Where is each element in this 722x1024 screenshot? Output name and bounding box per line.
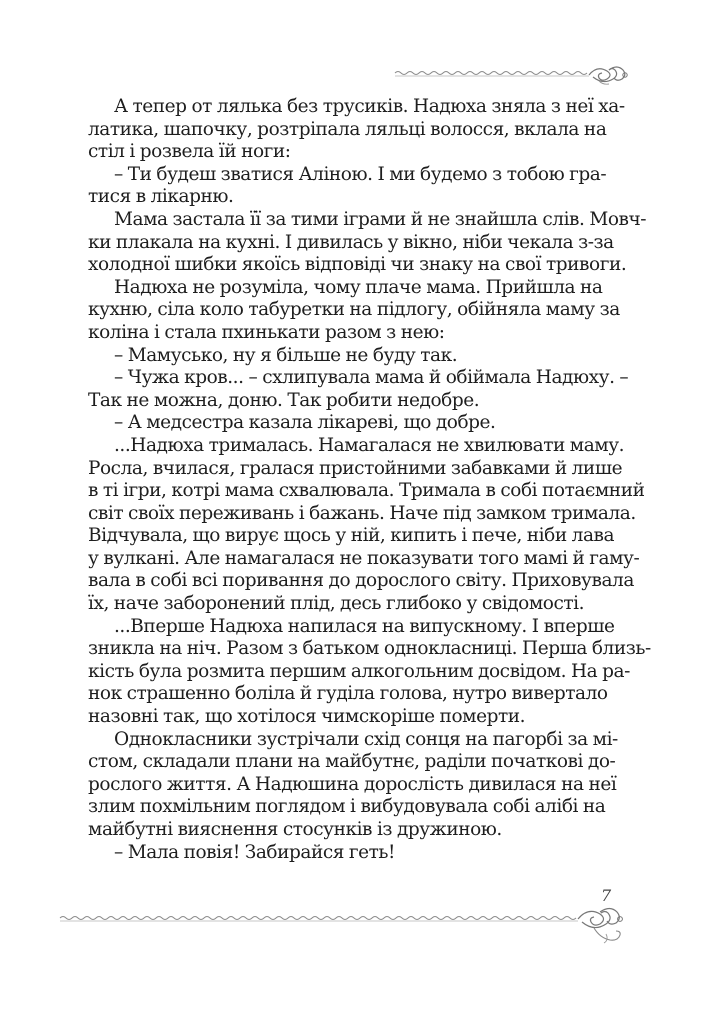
- text-line: коліна і стала пхинькати разом з нею:: [88, 321, 445, 343]
- text-line: ...Вперше Надюха напилася на випускному. І вперше: [114, 615, 615, 637]
- text-line: ки плакала на кухні. І дивилась у вікно, ніби чекала з-за: [88, 231, 614, 253]
- text-line: стіл і розвела їй ноги:: [88, 141, 291, 163]
- text-line: в ті ігри, котрі мама схвалювала. Тримала в собі потаємний: [88, 480, 645, 502]
- text-line: нок страшенно боліла й гуділа голова, нутро вивертало: [88, 683, 608, 705]
- body-text: [88, 96, 651, 864]
- header-ornament-icon: [393, 62, 633, 88]
- text-line: холодної шибки якоїсь відповіді чи знаку на свої тривоги.: [88, 254, 627, 276]
- text-line: Так не можна, доню. Так робити недобре.: [88, 389, 480, 411]
- text-line: Мама застала її за тими іграми й не знайшла слів. Мовч-: [114, 208, 647, 230]
- text-line: кість була розмита першим алкогольним досвідом. На ра-: [88, 660, 630, 682]
- text-line: ...Надюха трималась. Намагалася не хвилювати маму.: [114, 434, 625, 456]
- text-line: – А медсестра казала лікареві, що добре.: [114, 412, 496, 434]
- page-number: 7: [601, 886, 612, 905]
- text-line: Однокласники зустрічали схід сонця на пагорбі за мі-: [114, 728, 618, 750]
- text-line: Росла, вчилася, гралася пристойними забавками й лише: [88, 457, 623, 479]
- text-line: Відчувала, що вирує щось у ній, кипить і пече, ніби лава: [88, 525, 615, 547]
- text-line: – Ти будеш зватися Аліною. І ми будемо з тобою гра-: [114, 163, 607, 185]
- text-line: їх, наче заборонений плід, десь глибоко у свідомості.: [88, 593, 585, 615]
- text-line: – Мала повія! Забирайся геть!: [114, 841, 396, 863]
- text-line: вала в собі всі поривання до дорослого світу. Приховувала: [88, 570, 634, 592]
- text-line: Надюха не розуміла, чому плаче мама. Прийшла на: [114, 276, 603, 298]
- text-line: латика, шапочку, розтріпала ляльці волосся, вклала на: [88, 118, 607, 140]
- text-line: стом, складали плани на майбутнє, раділи початкові до-: [88, 751, 616, 773]
- text-line: А тепер от лялька без трусиків. Надюха зняла з неї ха-: [114, 96, 625, 117]
- text-line: зникла на ніч. Разом з батьком однокласниці. Перша близь-: [88, 638, 651, 660]
- text-line: – Мамусько, ну я більше не буду так.: [114, 344, 458, 366]
- text-line: світ своїх переживань і бажань. Наче під замком тримала.: [88, 502, 636, 524]
- text-line: майбутні вияснення стосунків із дружиною.: [88, 819, 502, 840]
- text-line: тися в лікарню.: [88, 186, 234, 208]
- text-line: – Чужа кров... – схлипувала мама й обіймала Надюху. –: [114, 367, 629, 389]
- text-line: злим похмільним поглядом і вибудовувала собі алібі на: [88, 796, 606, 818]
- text-line: кухню, сіла коло табуретки на підлогу, обійняла маму за: [88, 299, 620, 321]
- text-line: рослого життя. А Надюшина дорослість дивилася на неї: [88, 773, 617, 795]
- text-line: у вулкані. Але намагалася не показувати того мамі й гаму-: [88, 547, 640, 569]
- footer-ornament-icon: [58, 898, 633, 948]
- text-line: назовні так, що хотілося чимскоріше померти.: [88, 706, 526, 728]
